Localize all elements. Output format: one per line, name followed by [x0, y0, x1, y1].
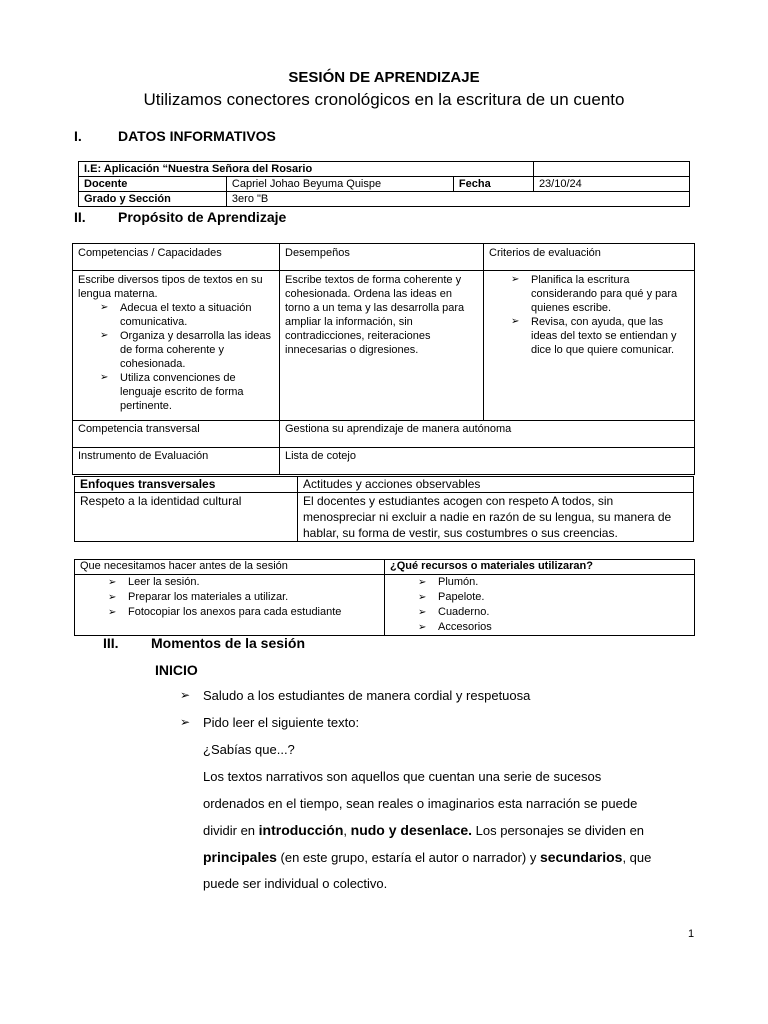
paragraph-line-2: ordenados en el tiempo, sean reales o imaginarios esta narración se puede: [203, 796, 638, 811]
list-item: ➢ Preparar los materiales a utilizar.: [108, 591, 289, 603]
list-item: ➢ Adecua el texto a situación comunicativa.: [100, 302, 252, 328]
desempeno-cell: Escribe textos de forma coherente y cohesionada. Ordena las ideas en torno a un tema y las desarrolla para ampliar la información, sin contradicciones, reiteraciones innecesarias o digresiones.: [280, 271, 484, 421]
document-subtitle: Utilizamos conectores cronológicos en la escritura de un cuento: [143, 90, 625, 109]
grado-value: 3ero "B: [226, 192, 689, 207]
term-nudo-desenlace: nudo y desenlace.: [350, 822, 473, 838]
list-item: ➢ Cuaderno.: [418, 606, 490, 618]
section-1-heading: DATOS INFORMATIVOS: [118, 128, 276, 144]
transversal-value: Gestiona su aprendizaje de manera autónoma: [280, 421, 695, 448]
prep-header-tasks: Que necesitamos hacer antes de la sesión: [75, 560, 385, 575]
list-item: ➢ Fotocopiar los anexos para cada estudiante: [108, 606, 342, 618]
grado-label: Grado y Sección: [79, 192, 227, 207]
section-3-heading: Momentos de la sesión: [151, 635, 306, 651]
materials-list: [390, 575, 689, 635]
document-title: SESIÓN DE APRENDIZAJE: [288, 69, 480, 86]
fecha-value: 23/10/24: [533, 177, 689, 192]
arrowhead-bullet-icon: ➢: [108, 577, 117, 588]
header-criterios: Criterios de evaluación: [484, 244, 695, 271]
list-item: ➢ Papelote.: [418, 591, 485, 603]
header-desempenos: Desempeños: [280, 244, 484, 271]
arrowhead-bullet-icon: ➢: [180, 688, 191, 702]
enfoques-header: Enfoques transversales: [75, 477, 298, 493]
term-secundarios: secundarios: [539, 849, 623, 865]
arrowhead-bullet-icon: ➢: [180, 715, 191, 729]
paragraph-line-5: puede ser individual o colectivo.: [203, 876, 388, 891]
instrumento-label: Instrumento de Evaluación: [73, 448, 280, 475]
purpose-table: [72, 243, 695, 475]
paragraph-line-1: Los textos narrativos son aquellos que cuentan una serie de sucesos: [203, 769, 602, 784]
actitud-value: El docentes y estudiantes acogen con respeto A todos, sin menospreciar ni excluir a nadie en razón de su lengua, su manera de hablar, su forma de vestir, sus costumbres o sus creencias.: [298, 493, 694, 542]
arrowhead-bullet-icon: ➢: [108, 607, 117, 618]
fecha-label: Fecha: [453, 177, 533, 192]
actitudes-header: Actitudes y acciones observables: [298, 477, 694, 493]
arrowhead-bullet-icon: ➢: [418, 607, 427, 618]
instrumento-value: Lista de cotejo: [280, 448, 695, 475]
list-item: ➢ Organiza y desarrolla las ideas de forma coherente y cohesionada.: [100, 330, 272, 370]
docente-value: Capriel Johao Beyuma Quispe: [226, 177, 453, 192]
ie-cell: I.E: Aplicación “Nuestra Señora del Rosario: [79, 162, 534, 177]
ie-empty-cell: [533, 162, 689, 177]
term-introduccion: introducción: [258, 822, 344, 838]
prep-table: [74, 559, 695, 636]
list-item: ➢ Accesorios: [418, 621, 492, 633]
sabias-que: ¿Sabías que...?: [203, 742, 295, 757]
inicio-heading: INICIO: [155, 662, 198, 678]
arrowhead-bullet-icon: ➢: [418, 622, 427, 633]
list-item: ➢ Leer la sesión.: [108, 576, 200, 588]
page-number: 1: [688, 928, 695, 940]
arrowhead-bullet-icon: ➢: [511, 316, 520, 327]
enfoques-table: [74, 476, 694, 542]
inicio-bullet-2: Pido leer el siguiente texto:: [203, 715, 360, 730]
paragraph-line-4: principales (en este grupo, estaría el autor o narrador) y secundarios, que: [203, 849, 652, 865]
info-table: [78, 161, 690, 207]
list-item: ➢ Revisa, con ayuda, que las ideas del texto se entiendan y dice lo que quiere comunicar.: [511, 316, 677, 356]
capacidades-list: [78, 301, 274, 413]
criterios-cell: [484, 271, 695, 421]
arrowhead-bullet-icon: ➢: [108, 592, 117, 603]
section-1-number: I.: [74, 128, 82, 144]
competencia-text: Escribe diversos tipos de textos en su lengua materna.: [78, 274, 263, 300]
materials-cell: [385, 575, 695, 636]
list-item: ➢ Planifica la escritura considerando para qué y para quienes escribe.: [511, 274, 678, 314]
section-3-number: III.: [103, 635, 119, 651]
term-principales: principales: [203, 849, 277, 865]
tasks-cell: [75, 575, 385, 636]
competencias-cell: [73, 271, 280, 421]
docente-label: Docente: [79, 177, 227, 192]
prep-header-materials: ¿Qué recursos o materiales utilizaran?: [385, 560, 695, 575]
arrowhead-bullet-icon: ➢: [418, 592, 427, 603]
enfoque-value: Respeto a la identidad cultural: [75, 493, 298, 542]
arrowhead-bullet-icon: ➢: [100, 302, 109, 313]
section-2-number: II.: [74, 209, 86, 225]
transversal-label: Competencia transversal: [73, 421, 280, 448]
arrowhead-bullet-icon: ➢: [100, 330, 109, 341]
tasks-list: [80, 575, 379, 620]
section-2-heading: Propósito de Aprendizaje: [118, 209, 287, 225]
list-item: ➢ Utiliza convenciones de lenguaje escrito de forma pertinente.: [100, 372, 244, 412]
paragraph-line-3: dividir en introducción, nudo y desenlace. Los personajes se dividen en: [203, 822, 645, 838]
inicio-bullet-1: Saludo a los estudiantes de manera cordial y respetuosa: [203, 688, 531, 703]
arrowhead-bullet-icon: ➢: [100, 372, 109, 383]
arrowhead-bullet-icon: ➢: [418, 577, 427, 588]
criterios-list: [489, 273, 689, 357]
header-competencias: Competencias / Capacidades: [73, 244, 280, 271]
arrowhead-bullet-icon: ➢: [511, 274, 520, 285]
list-item: ➢ Plumón.: [418, 576, 479, 588]
